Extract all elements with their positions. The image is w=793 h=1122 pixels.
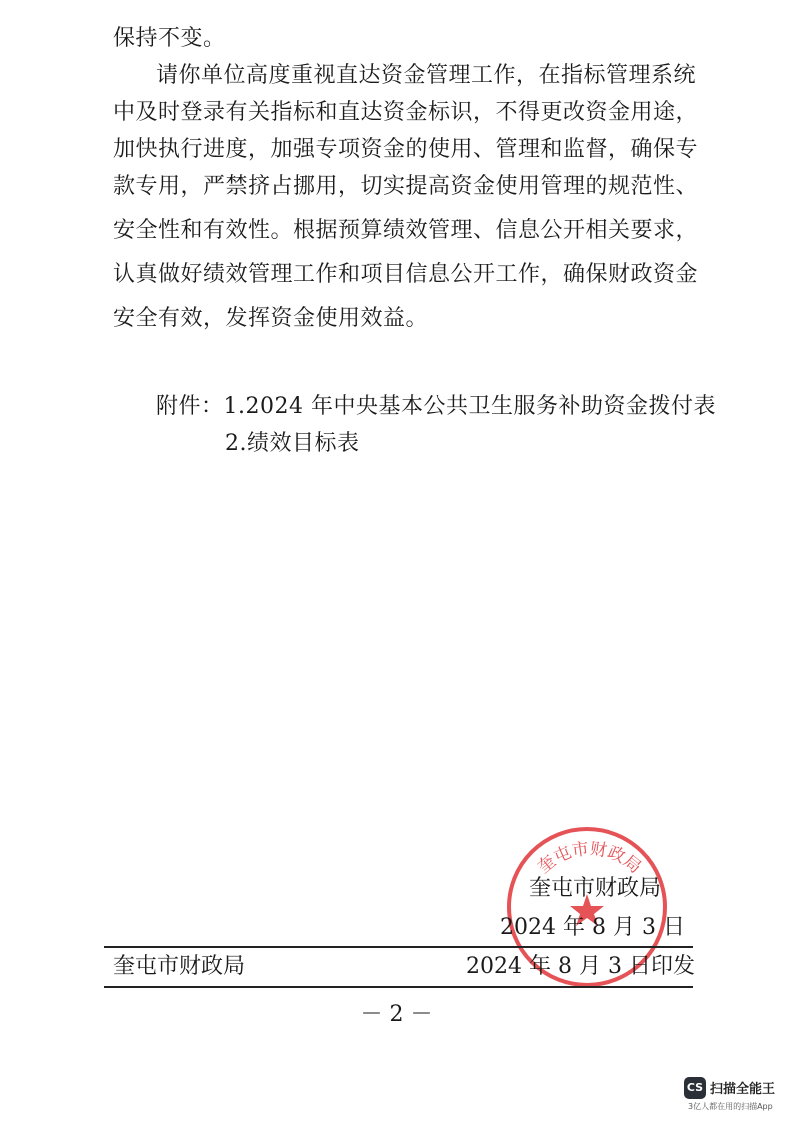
signature-date: 2024 年 8 月 3 日: [500, 915, 685, 940]
body-line-4: 加快执行进度，加强专项资金的使用、管理和监督，确保专: [113, 137, 699, 162]
body-line-3: 中及时登录有关指标和直达资金标识，不得更改资金用途，: [113, 100, 699, 125]
attachment-label: 附件：1.2024 年中央基本公共卫生服务补助资金拨付表: [156, 394, 716, 419]
page-number: － 2 －: [360, 1002, 433, 1027]
scanner-app-name: 扫描全能王: [710, 1082, 776, 1097]
scanner-app-tagline: 3亿人都在用的扫描App: [688, 1102, 773, 1111]
body-line-8: 安全有效，发挥资金使用效益。: [113, 306, 429, 331]
footer-issuer: 奎屯市财政局: [113, 954, 246, 979]
seal-text: 奎屯市财政局: [534, 839, 645, 878]
footer-bottom-rule: [104, 986, 693, 988]
footer-issue-date: 2024 年 8 月 3 日印发: [466, 954, 695, 979]
body-line-5: 款专用，严禁挤占挪用，切实提高资金使用管理的规范性、: [113, 174, 699, 199]
body-line-1: 保持不变。: [113, 26, 226, 51]
footer-top-rule: [104, 946, 693, 948]
signature-org: 奎屯市财政局: [529, 876, 662, 901]
body-line-2: 请你单位高度重视直达资金管理工作，在指标管理系统: [156, 63, 697, 88]
scanner-app-badge: [684, 1077, 784, 1113]
attachment-item-2: 2.绩效目标表: [225, 431, 360, 456]
body-line-7: 认真做好绩效管理工作和项目信息公开工作，确保财政资金: [113, 262, 699, 287]
scanner-logo-icon: CS: [684, 1077, 706, 1099]
body-line-6: 安全性和有效性。根据预算绩效管理、信息公开相关要求，: [113, 218, 699, 243]
